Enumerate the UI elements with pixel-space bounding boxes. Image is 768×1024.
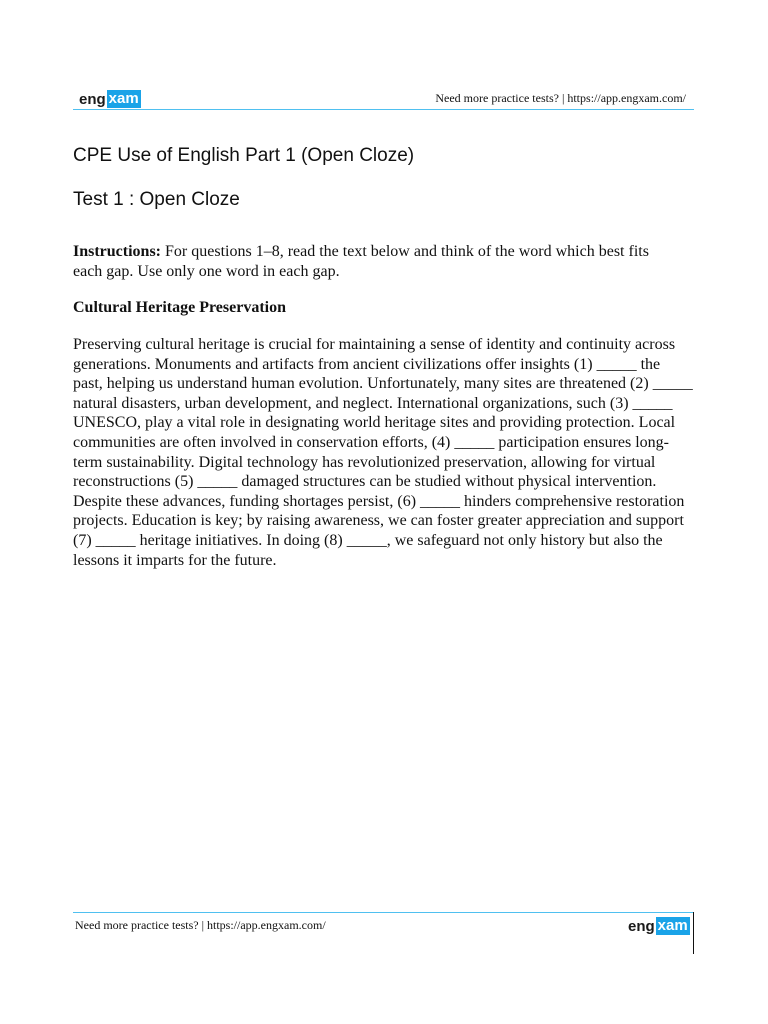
section-title: Cultural Heritage Preservation (73, 299, 286, 316)
cloze-passage: Preserving cultural heritage is crucial for maintaining a sense of identity and continuity across generations. Monuments and artifacts from ancient civilizations offer insights (1) _____ the past, helping us understand human evolution. Unfortunately, many sites are threatened (2) _____ natural disasters, urban development, and neglect. International organizations, such (3) _____ UNESCO, play a vital role in designating world heritage sites and providing protection. Local communities are often involved in conservation efforts, (4) _____ participation ensures long-term sustainability. Digital technology has revolutionized preservation, allowing for virtual reconstructions (5) _____ damaged structures can be studied without physical intervention. Despite these advances, funding shortages persist, (6) _____ hinders comprehensive restoration projects. Education is key; by raising awareness, we can foster greater appreciation and support (7) _____ heritage initiatives. In doing (8) _____, we safeguard not only history but also the lessons it imparts for the future. (73, 336, 693, 569)
logo-xam-text: xam (108, 90, 139, 107)
page-title: CPE Use of English Part 1 (Open Cloze) (73, 145, 415, 166)
footer-vertical-rule (693, 912, 694, 954)
header-divider (73, 109, 694, 110)
footer-engxam-logo[interactable] (628, 917, 690, 935)
instructions-text: For questions 1–8, read the text below and think of the word which best fits each gap. Use only one word in each gap. (73, 243, 649, 280)
footer-divider (73, 912, 694, 913)
engxam-logo[interactable] (79, 90, 141, 108)
test-subtitle: Test 1 : Open Cloze (73, 189, 240, 210)
instructions (73, 242, 673, 282)
instructions-label: Instructions: (73, 243, 162, 260)
header-practice-link[interactable]: Need more practice tests? | https://app.engxam.com/ (435, 91, 686, 105)
footer-practice-link[interactable]: Need more practice tests? | https://app.engxam.com/ (75, 918, 326, 932)
footer-logo-xam-text: xam (657, 917, 688, 934)
logo-eng-text: eng (79, 90, 106, 108)
footer-logo-eng-text: eng (628, 917, 655, 935)
